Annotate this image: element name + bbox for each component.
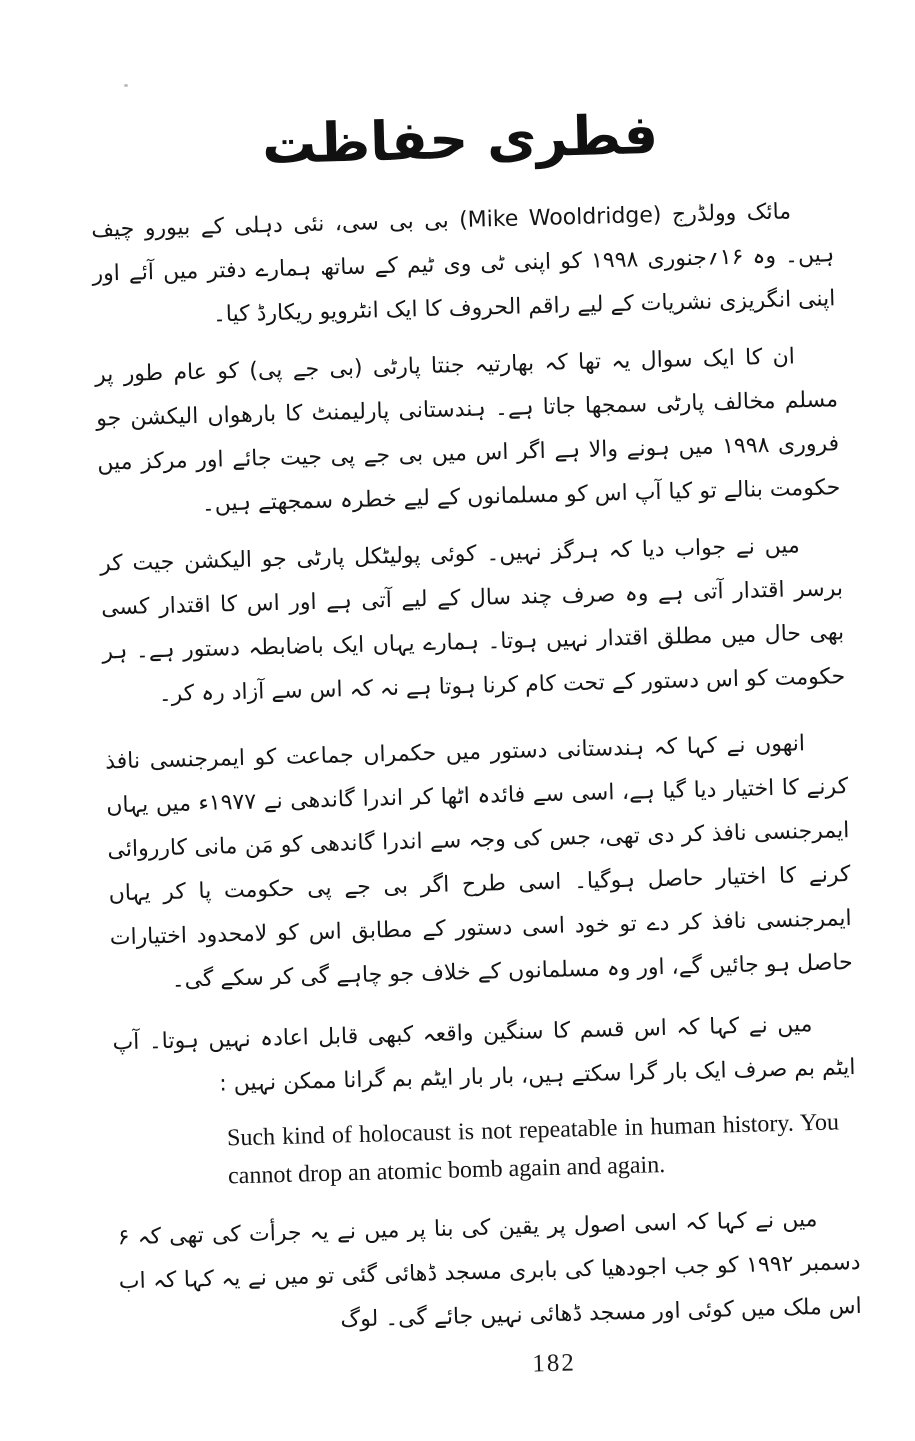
urdu-paragraph-emergency: انھوں نے کہا کہ ہندستانی دستور میں حکمراں جماعت کو ایمرجنسی نافذ کرنے کا اختیار دیا گیا ہے، اسی سے فائدہ اٹھا کر اندرا گاندھی نے ۱۹۷۷ء میں یہاں ایمرجنسی نافذ کر دی تھی، جس کی وجہ سے اندرا گاندھی کو مَن مانی کارروائی کرنے کا اختیار حاصل ہوگیا۔ اسی طرح اگر بی جے پی حکومت پا کر یہاں ایمرجنسی نافذ کر دے تو خود اسی دستور کے مطابق اس کو لامحدود اختیارات حاصل ہو جائیں گے، اور وہ مسلمانوں کے خلاف جو چاہے گی کر سکے گی۔ bbox=[104, 730, 854, 993]
page-sheet bbox=[88, 90, 863, 1389]
english-quote: Such kind of holocaust is not repeatable in human history. You cannot drop an atomic bomb again and again. bbox=[226, 1109, 840, 1190]
page-number: 182 bbox=[532, 1349, 577, 1378]
chapter-title: فطری حفاظت bbox=[261, 102, 659, 177]
scan-artifact-speck bbox=[124, 84, 128, 87]
urdu-paragraph-question: ان کا ایک سوال یہ تھا کہ بھارتیہ جنتا پارٹی (بی جے پی) کو عام طور پر مسلم مخالف پارٹی سمجھا جاتا ہے۔ ہندستانی پارلیمنٹ کا بارھواں الیکشن جو فروری ۱۹۹۸ میں ہونے والا ہے اگر اس میں بی جے پی جیت جائے اور مرکز میں حکومت بنالے تو کیا آپ اس کو مسلمانوں کے لیے خطرہ سمجھتے ہیں۔ bbox=[94, 344, 841, 517]
urdu-paragraph-intro: مائک وولڈرج (Mike Wooldridge) بی بی سی، نئی دہلی کے بیورو چیف ہیں۔ وہ ۱۶؍جنوری ۱۹۹۸ کو اپنی ٹی وی ٹیم کے ساتھ ہمارے دفتر میں آئے اور اپنی انگریزی نشریات کے لیے راقم الحروف کا ایک انٹرویو ریکارڈ کیا۔ bbox=[90, 199, 836, 328]
urdu-paragraph-babri: میں نے کہا کہ اسی اصول پر یقین کی بنا پر میں نے یہ جرأت کی تھی کہ ۶ دسمبر ۱۹۹۲ کو جب اجودھیا کی بابری مسجد ڈھائی گئی تو میں نے یہ کہا کہ اب اس ملک میں کوئی اور مسجد ڈھائی نہیں جائے گی۔ لوگ bbox=[117, 1206, 863, 1333]
urdu-paragraph-atom-bomb: میں نے کہا کہ اس قسم کا سنگین واقعہ کبھی قابل اعادہ نہیں ہوتا۔ آپ ایٹم بم صرف ایک بار گرا سکتے ہیں، بار بار ایٹم بم گرانا ممکن نہیں : bbox=[112, 1011, 856, 1097]
urdu-paragraph-answer: میں نے جواب دیا کہ ہرگز نہیں۔ کوئی پولیٹکل پارٹی جو الیکشن جیت کر برسر اقتدار آتی ہے وہ صرف چند سال کے لیے آتی ہے اور اس کا اقتدار کسی بھی حال میں مطلق اقتدار نہیں ہوتا۔ ہمارے یہاں ایک باضابطہ دستور ہے۔ ہر حکومت کو اس دستور کے تحت کام کرنا ہوتا ہے نہ کہ اس سے آزاد رہ کر۔ bbox=[99, 533, 846, 707]
